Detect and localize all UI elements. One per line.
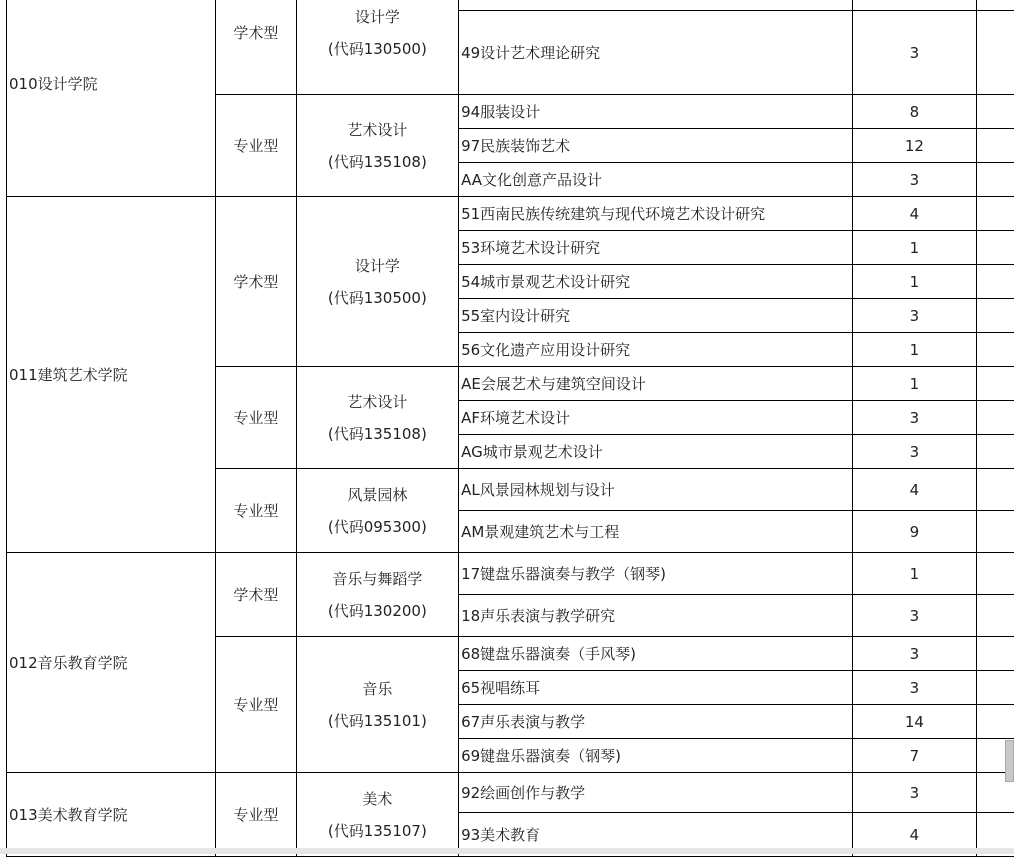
program-type-cell: 专业型 — [216, 637, 296, 773]
enrollment-count-cell: 7 — [853, 739, 976, 773]
program-type-cell: 学术型 — [216, 553, 296, 637]
research-direction-cell: 94服装设计 — [459, 95, 853, 129]
major-cell — [296, 197, 459, 367]
major-name: 艺术设计 — [297, 114, 459, 146]
research-direction-cell — [459, 0, 853, 11]
enrollment-count-cell: 3 — [853, 401, 976, 435]
college-name-cell: 011建筑艺术学院 — [7, 197, 216, 553]
table-row — [7, 0, 1014, 11]
enrollment-count-cell: 3 — [853, 11, 976, 95]
table-row — [7, 773, 1014, 813]
major-name: 音乐与舞蹈学 — [297, 563, 459, 595]
major-code: (代码130200) — [297, 595, 459, 627]
major-code: (代码130500) — [297, 33, 459, 65]
enrollment-count-cell: 3 — [853, 435, 976, 469]
extra-cell — [976, 469, 1014, 511]
extra-cell — [976, 671, 1014, 705]
college-name-cell: 012音乐教育学院 — [7, 553, 216, 773]
enrollment-count-cell: 1 — [853, 333, 976, 367]
research-direction-cell: AL风景园林规划与设计 — [459, 469, 853, 511]
research-direction-cell: 53环境艺术设计研究 — [459, 231, 853, 265]
program-type-cell: 专业型 — [216, 469, 296, 553]
research-direction-cell: 56文化遗产应用设计研究 — [459, 333, 853, 367]
extra-cell — [976, 511, 1014, 553]
major-cell — [296, 553, 459, 637]
research-direction-cell: 51西南民族传统建筑与现代环境艺术设计研究 — [459, 197, 853, 231]
extra-cell — [976, 705, 1014, 739]
research-direction-cell: 17键盘乐器演奏与教学（钢琴) — [459, 553, 853, 595]
extra-cell — [976, 401, 1014, 435]
extra-cell — [976, 435, 1014, 469]
research-direction-cell: 49设计艺术理论研究 — [459, 11, 853, 95]
enrollment-count-cell: 3 — [853, 671, 976, 705]
enrollment-count-cell: 1 — [853, 553, 976, 595]
research-direction-cell: 55室内设计研究 — [459, 299, 853, 333]
major-code: (代码130500) — [297, 282, 459, 314]
program-type-cell: 专业型 — [216, 95, 296, 197]
research-direction-cell: 67声乐表演与教学 — [459, 705, 853, 739]
extra-cell — [976, 197, 1014, 231]
enrollment-count-cell: 4 — [853, 469, 976, 511]
extra-cell — [976, 163, 1014, 197]
major-name: 风景园林 — [297, 479, 459, 511]
program-type-cell: 学术型 — [216, 0, 296, 95]
enrollment-table-body — [7, 0, 1014, 857]
extra-cell — [976, 11, 1014, 95]
college-name-cell: 010设计学院 — [7, 0, 216, 197]
extra-cell — [976, 595, 1014, 637]
enrollment-count-cell: 12 — [853, 129, 976, 163]
research-direction-cell: AA文化创意产品设计 — [459, 163, 853, 197]
major-code: (代码135101) — [297, 705, 459, 737]
research-direction-cell: 69键盘乐器演奏（钢琴) — [459, 739, 853, 773]
extra-cell — [976, 367, 1014, 401]
extra-cell — [976, 299, 1014, 333]
research-direction-cell: AG城市景观艺术设计 — [459, 435, 853, 469]
major-cell — [296, 0, 459, 95]
research-direction-cell: 93美术教育 — [459, 813, 853, 857]
research-direction-cell: AE会展艺术与建筑空间设计 — [459, 367, 853, 401]
major-cell — [296, 637, 459, 773]
research-direction-cell: 68键盘乐器演奏（手风琴) — [459, 637, 853, 671]
extra-cell — [976, 0, 1014, 11]
major-name: 艺术设计 — [297, 386, 459, 418]
major-code: (代码135107) — [297, 815, 459, 847]
enrollment-count-cell: 9 — [853, 511, 976, 553]
program-type-cell: 学术型 — [216, 197, 296, 367]
major-name: 设计学 — [297, 250, 459, 282]
horizontal-scrollbar[interactable] — [0, 848, 1014, 854]
program-type-cell: 专业型 — [216, 773, 296, 857]
research-direction-cell: AF环境艺术设计 — [459, 401, 853, 435]
extra-cell — [976, 637, 1014, 671]
extra-cell — [976, 231, 1014, 265]
research-direction-cell: 18声乐表演与教学研究 — [459, 595, 853, 637]
enrollment-count-cell: 1 — [853, 265, 976, 299]
enrollment-count-cell: 3 — [853, 299, 976, 333]
extra-cell — [976, 265, 1014, 299]
program-type-cell: 专业型 — [216, 367, 296, 469]
research-direction-cell: 92绘画创作与教学 — [459, 773, 853, 813]
extra-cell — [976, 129, 1014, 163]
extra-cell — [976, 95, 1014, 129]
enrollment-count-cell: 3 — [853, 163, 976, 197]
enrollment-count-cell: 1 — [853, 367, 976, 401]
research-direction-cell: 97民族装饰艺术 — [459, 129, 853, 163]
college-name-cell: 013美术教育学院 — [7, 773, 216, 857]
extra-cell — [976, 333, 1014, 367]
major-code: (代码095300) — [297, 511, 459, 543]
enrollment-count-cell: 3 — [853, 637, 976, 671]
major-code: (代码135108) — [297, 418, 459, 450]
enrollment-count-cell — [853, 0, 976, 11]
major-name: 设计学 — [297, 1, 459, 33]
major-code: (代码135108) — [297, 146, 459, 178]
vertical-scrollbar-thumb[interactable] — [1005, 740, 1014, 782]
major-cell — [296, 469, 459, 553]
major-cell — [296, 95, 459, 197]
major-cell — [296, 367, 459, 469]
enrollment-count-cell: 8 — [853, 95, 976, 129]
major-name: 音乐 — [297, 673, 459, 705]
enrollment-count-cell: 3 — [853, 773, 976, 813]
table-row — [7, 197, 1014, 231]
enrollment-count-cell: 3 — [853, 595, 976, 637]
major-name: 美术 — [297, 783, 459, 815]
research-direction-cell: 54城市景观艺术设计研究 — [459, 265, 853, 299]
enrollment-count-cell: 14 — [853, 705, 976, 739]
extra-cell — [976, 553, 1014, 595]
research-direction-cell: AM景观建筑艺术与工程 — [459, 511, 853, 553]
enrollment-count-cell: 4 — [853, 813, 976, 857]
table-row — [7, 553, 1014, 595]
enrollment-count-cell: 1 — [853, 231, 976, 265]
research-direction-cell: 65视唱练耳 — [459, 671, 853, 705]
enrollment-table — [6, 0, 1014, 857]
enrollment-count-cell: 4 — [853, 197, 976, 231]
major-cell — [296, 773, 459, 857]
